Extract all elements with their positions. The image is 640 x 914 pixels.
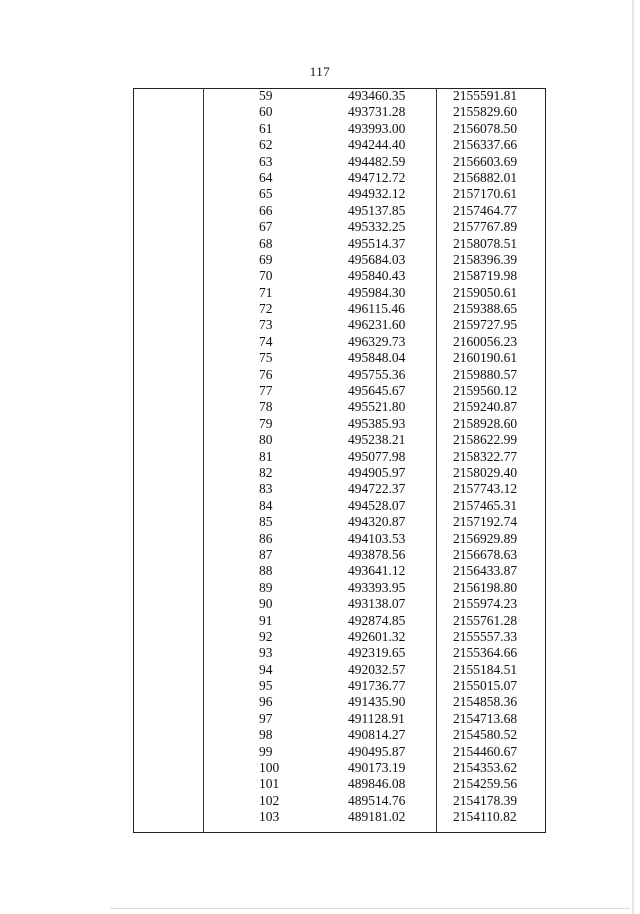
y-coordinate-cell: 2158396.39 (453, 251, 518, 267)
table-row (133, 744, 546, 760)
x-coordinate-cell: 495137.85 (348, 202, 406, 218)
table-row (133, 236, 546, 252)
table-row (133, 514, 546, 530)
table-row (133, 580, 546, 596)
page-number: 117 (309, 64, 331, 79)
table-row (133, 367, 546, 383)
x-coordinate-cell: 491128.91 (348, 710, 405, 726)
table-row (133, 432, 546, 448)
y-coordinate-cell: 2155015.07 (453, 678, 518, 694)
x-coordinate-cell: 495645.67 (348, 383, 406, 399)
y-coordinate-cell: 2156198.80 (453, 579, 518, 595)
y-coordinate-cell: 2155557.33 (453, 628, 518, 644)
table-row (133, 268, 546, 284)
y-coordinate-cell: 2157743.12 (453, 481, 518, 497)
point-number-cell: 60 (259, 104, 273, 120)
y-coordinate-cell: 2157170.61 (453, 186, 518, 202)
y-coordinate-cell: 2154460.67 (453, 743, 518, 759)
y-coordinate-cell: 2155591.81 (453, 88, 518, 103)
x-coordinate-cell: 495077.98 (348, 448, 406, 464)
table-row (133, 399, 546, 415)
y-coordinate-cell: 2154178.39 (453, 792, 518, 808)
table-row (133, 498, 546, 514)
x-coordinate-cell: 492319.65 (348, 645, 406, 661)
y-coordinate-cell: 2157465.31 (453, 497, 518, 513)
x-coordinate-cell: 495755.36 (348, 366, 406, 382)
point-number-cell: 80 (259, 432, 273, 448)
x-coordinate-cell: 493641.12 (348, 563, 406, 579)
point-number-cell: 76 (259, 366, 273, 382)
point-number-cell: 89 (259, 579, 273, 595)
y-coordinate-cell: 2159560.12 (453, 383, 518, 399)
x-coordinate-cell: 492601.32 (348, 628, 406, 644)
y-coordinate-cell: 2156337.66 (453, 137, 518, 153)
y-coordinate-cell: 2158078.51 (453, 235, 518, 251)
x-coordinate-cell: 495848.04 (348, 350, 406, 366)
point-number-cell: 78 (259, 399, 273, 415)
table-row (133, 449, 546, 465)
point-number-cell: 61 (259, 120, 273, 136)
x-coordinate-cell: 495840.43 (348, 268, 406, 284)
point-number-cell: 70 (259, 268, 273, 284)
point-number-cell: 90 (259, 596, 273, 612)
x-coordinate-cell: 490173.19 (348, 760, 406, 776)
point-number-cell: 77 (259, 383, 273, 399)
point-number-cell: 69 (259, 251, 273, 267)
point-number-cell: 96 (259, 694, 273, 710)
scan-bottom-edge (110, 908, 630, 909)
y-coordinate-cell: 2156882.01 (453, 169, 518, 185)
y-coordinate-cell: 2159050.61 (453, 284, 518, 300)
point-number-cell: 68 (259, 235, 273, 251)
point-number-cell: 79 (259, 415, 273, 431)
table-row (133, 563, 546, 579)
y-coordinate-cell: 2154713.68 (453, 710, 518, 726)
table-row (133, 481, 546, 497)
y-coordinate-cell: 2154110.82 (453, 809, 517, 825)
y-coordinate-cell: 2157464.77 (453, 202, 518, 218)
x-coordinate-cell: 489846.08 (348, 776, 406, 792)
x-coordinate-cell: 494722.37 (348, 481, 406, 497)
x-coordinate-cell: 492874.85 (348, 612, 406, 628)
point-number-cell: 83 (259, 481, 273, 497)
x-coordinate-cell: 494712.72 (348, 169, 406, 185)
y-coordinate-cell: 2158029.40 (453, 464, 518, 480)
x-coordinate-cell: 489514.76 (348, 792, 406, 808)
point-number-cell: 94 (259, 661, 273, 677)
x-coordinate-cell: 494244.40 (348, 137, 406, 153)
x-coordinate-cell: 495521.80 (348, 399, 406, 415)
x-coordinate-cell: 490814.27 (348, 727, 406, 743)
table-row (133, 531, 546, 547)
table-row (133, 809, 546, 825)
table-row (133, 596, 546, 612)
table-row (133, 104, 546, 120)
point-number-cell: 93 (259, 645, 273, 661)
x-coordinate-cell: 489181.02 (348, 809, 406, 825)
point-number-cell: 85 (259, 514, 273, 530)
x-coordinate-cell: 494905.97 (348, 464, 406, 480)
table-row (133, 170, 546, 186)
point-number-cell: 88 (259, 563, 273, 579)
point-number-cell: 101 (259, 776, 280, 792)
y-coordinate-cell: 2157767.89 (453, 219, 518, 235)
y-coordinate-cell: 2158719.98 (453, 268, 518, 284)
point-number-cell: 59 (259, 88, 273, 103)
x-coordinate-cell: 496115.46 (348, 301, 405, 317)
y-coordinate-cell: 2159727.95 (453, 317, 518, 333)
y-coordinate-cell: 2155829.60 (453, 104, 518, 120)
table-row (133, 662, 546, 678)
point-number-cell: 71 (259, 284, 273, 300)
point-number-cell: 66 (259, 202, 273, 218)
x-coordinate-cell: 492032.57 (348, 661, 406, 677)
x-coordinate-cell: 493138.07 (348, 596, 406, 612)
table-row (133, 383, 546, 399)
point-number-cell: 81 (259, 448, 273, 464)
table-row (133, 219, 546, 235)
table-row (133, 88, 546, 104)
point-number-cell: 74 (259, 333, 273, 349)
point-number-cell: 75 (259, 350, 273, 366)
table-row (133, 416, 546, 432)
x-coordinate-cell: 495238.21 (348, 432, 406, 448)
x-coordinate-cell: 495684.03 (348, 251, 406, 267)
point-number-cell: 91 (259, 612, 273, 628)
y-coordinate-cell: 2156678.63 (453, 546, 518, 562)
y-coordinate-cell: 2156929.89 (453, 530, 518, 546)
point-number-cell: 62 (259, 137, 273, 153)
x-coordinate-cell: 494932.12 (348, 186, 406, 202)
x-coordinate-cell: 491435.90 (348, 694, 406, 710)
y-coordinate-cell: 2154580.52 (453, 727, 518, 743)
point-number-cell: 63 (259, 153, 273, 169)
table-row (133, 793, 546, 809)
x-coordinate-cell: 493393.95 (348, 579, 406, 595)
point-number-cell: 67 (259, 219, 273, 235)
x-coordinate-cell: 495332.25 (348, 219, 406, 235)
point-number-cell: 103 (259, 809, 280, 825)
table-row (133, 776, 546, 792)
y-coordinate-cell: 2157192.74 (453, 514, 518, 530)
point-number-cell: 100 (259, 760, 280, 776)
y-coordinate-cell: 2154353.62 (453, 760, 518, 776)
table-row (133, 186, 546, 202)
y-coordinate-cell: 2160056.23 (453, 333, 518, 349)
y-coordinate-cell: 2159240.87 (453, 399, 518, 415)
table-row (133, 613, 546, 629)
table-row (133, 121, 546, 137)
x-coordinate-cell: 494482.59 (348, 153, 406, 169)
point-number-cell: 65 (259, 186, 273, 202)
x-coordinate-cell: 496231.60 (348, 317, 406, 333)
x-coordinate-cell: 491736.77 (348, 678, 406, 694)
x-coordinate-cell: 494320.87 (348, 514, 406, 530)
y-coordinate-cell: 2155364.66 (453, 645, 518, 661)
y-coordinate-cell: 2155974.23 (453, 596, 518, 612)
point-number-cell: 73 (259, 317, 273, 333)
table-row (133, 137, 546, 153)
point-number-cell: 98 (259, 727, 273, 743)
table-row (133, 760, 546, 776)
table-row (133, 317, 546, 333)
table-row (133, 252, 546, 268)
y-coordinate-cell: 2155184.51 (453, 661, 518, 677)
table-row (133, 203, 546, 219)
table-row (133, 678, 546, 694)
y-coordinate-cell: 2159880.57 (453, 366, 518, 382)
table-row (133, 547, 546, 563)
point-number-cell: 72 (259, 301, 273, 317)
point-number-cell: 92 (259, 628, 273, 644)
point-number-cell: 84 (259, 497, 273, 513)
x-coordinate-cell: 493460.35 (348, 88, 406, 103)
table-row (133, 645, 546, 661)
table-row (133, 154, 546, 170)
y-coordinate-cell: 2158928.60 (453, 415, 518, 431)
y-coordinate-cell: 2159388.65 (453, 301, 518, 317)
point-number-cell: 97 (259, 710, 273, 726)
table-row (133, 465, 546, 481)
x-coordinate-cell: 490495.87 (348, 743, 406, 759)
point-number-cell: 99 (259, 743, 273, 759)
table-row (133, 694, 546, 710)
table-row (133, 711, 546, 727)
point-number-cell: 95 (259, 678, 273, 694)
x-coordinate-cell: 494103.53 (348, 530, 406, 546)
point-number-cell: 86 (259, 530, 273, 546)
y-coordinate-cell: 2154259.56 (453, 776, 518, 792)
x-coordinate-cell: 495984.30 (348, 284, 406, 300)
table-row (133, 727, 546, 743)
y-coordinate-cell: 2156603.69 (453, 153, 518, 169)
y-coordinate-cell: 2154858.36 (453, 694, 518, 710)
y-coordinate-cell: 2160190.61 (453, 350, 518, 366)
x-coordinate-cell: 495514.37 (348, 235, 406, 251)
y-coordinate-cell: 2155761.28 (453, 612, 518, 628)
y-coordinate-cell: 2158322.77 (453, 448, 518, 464)
y-coordinate-cell: 2158622.99 (453, 432, 518, 448)
x-coordinate-cell: 493731.28 (348, 104, 406, 120)
y-coordinate-cell: 2156433.87 (453, 563, 518, 579)
x-coordinate-cell: 493878.56 (348, 546, 406, 562)
table-row (133, 285, 546, 301)
point-number-cell: 82 (259, 464, 273, 480)
table-row (133, 629, 546, 645)
x-coordinate-cell: 494528.07 (348, 497, 406, 513)
point-number-cell: 102 (259, 792, 280, 808)
table-row (133, 350, 546, 366)
table-row (133, 334, 546, 350)
x-coordinate-cell: 496329.73 (348, 333, 406, 349)
point-number-cell: 87 (259, 546, 273, 562)
point-number-cell: 64 (259, 169, 273, 185)
x-coordinate-cell: 495385.93 (348, 415, 406, 431)
y-coordinate-cell: 2156078.50 (453, 120, 518, 136)
scan-edge (632, 0, 634, 914)
x-coordinate-cell: 493993.00 (348, 120, 406, 136)
table-row (133, 301, 546, 317)
coordinate-table (133, 88, 546, 826)
